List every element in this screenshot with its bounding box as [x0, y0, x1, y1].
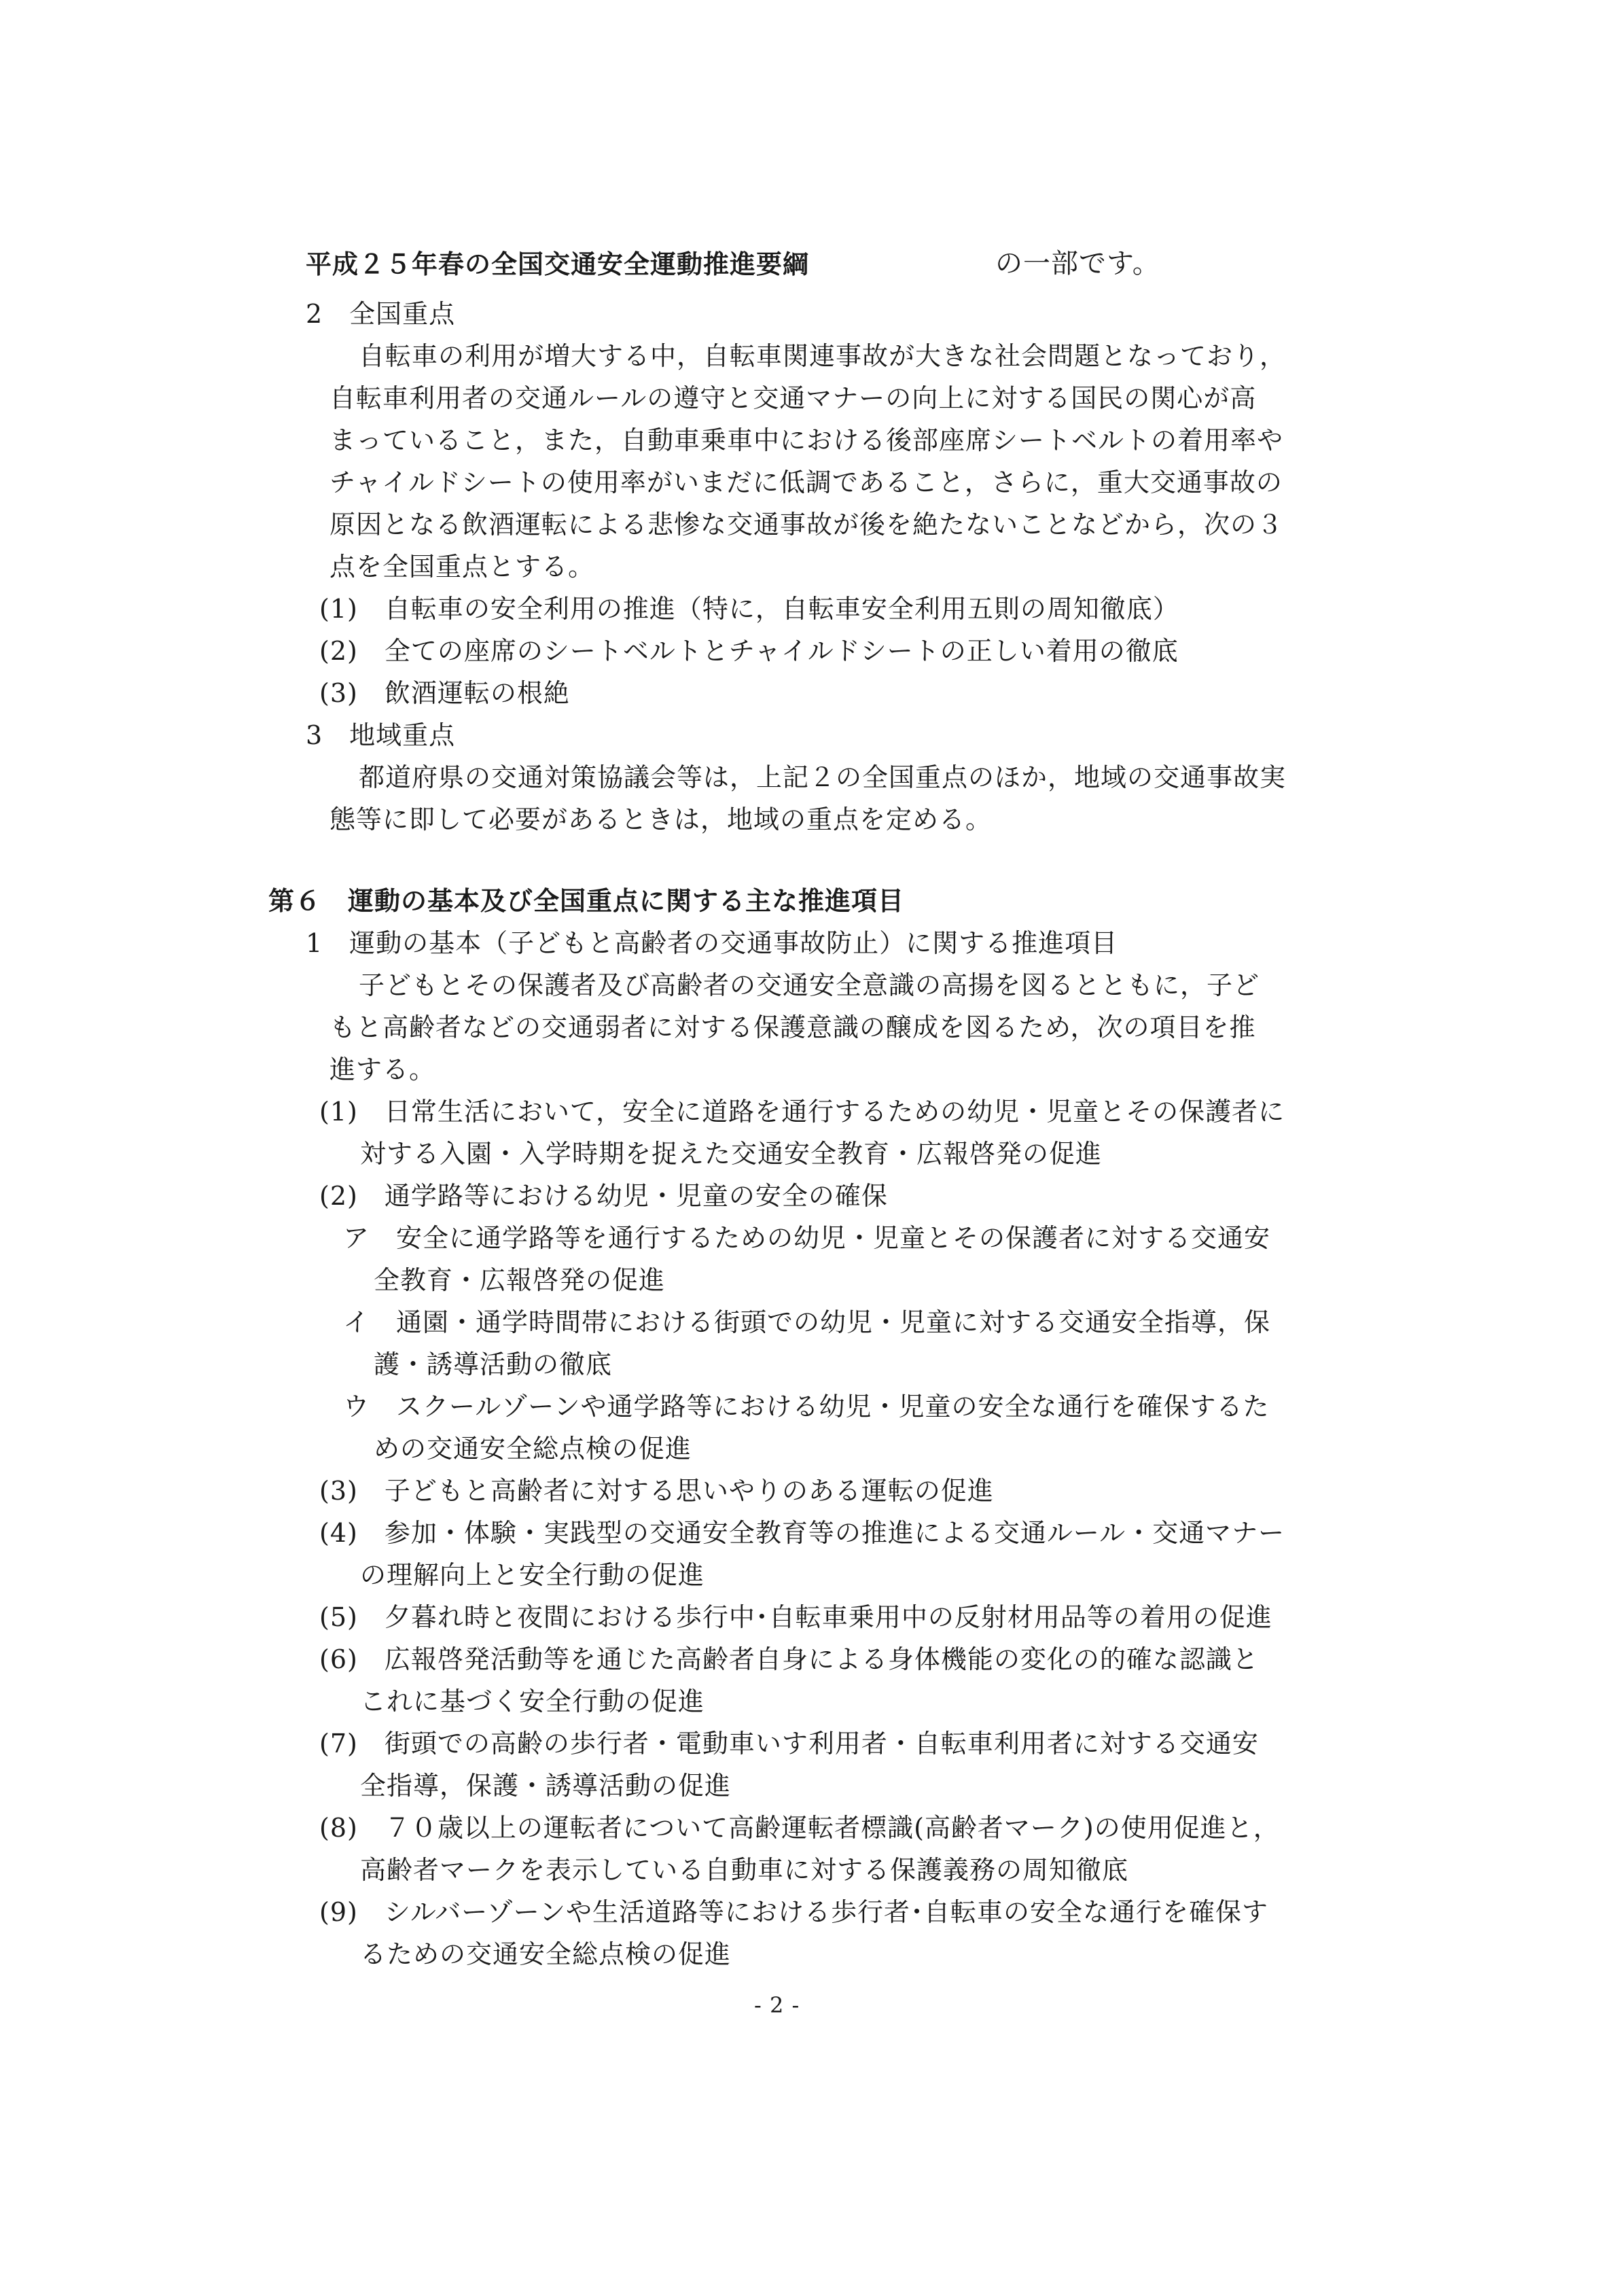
- chapter6-item: (6) 広報啓発活動等を通じた高齢者自身による身体機能の変化の的確な認識と: [319, 1644, 1259, 1674]
- chapter6-sub1-paragraph-line: 進する。: [329, 1055, 436, 1084]
- chapter6-item-cont: の理解向上と安全行動の促進: [360, 1560, 705, 1590]
- chapter6-subitem: ア 安全に通学路等を通行するための幼児・児童とその保護者に対する交通安: [343, 1223, 1271, 1253]
- section2-paragraph-line: 点を全国重点とする。: [329, 552, 595, 582]
- section3-heading: 3 地域重点: [306, 720, 456, 750]
- section2-paragraph-line: 自転車の利用が増大する中，自転車関連事故が大きな社会問題となっており，: [359, 341, 1287, 371]
- section3-paragraph-line: 都道府県の交通対策協議会等は，上記２の全国重点のほか，地域の交通事故実: [359, 762, 1287, 792]
- section3-paragraph-line: 態等に即して必要があるときは，地域の重点を定める。: [329, 805, 993, 834]
- chapter6-item-cont: 全指導，保護・誘導活動の促進: [360, 1771, 732, 1801]
- chapter6-subitem-cont: 全教育・広報啓発の促進: [374, 1265, 666, 1295]
- chapter6-item: (7) 街頭での高齢の歩行者・電動車いす利用者・自転車利用者に対する交通安: [319, 1729, 1259, 1759]
- chapter6-item-cont: 対する入園・入学時期を捉えた交通安全教育・広報啓発の促進: [360, 1139, 1103, 1169]
- chapter6-heading: 第６ 運動の基本及び全国重点に関する主な推進項目: [268, 886, 905, 916]
- chapter6-subitem-cont: 護・誘導活動の徹底: [374, 1349, 613, 1379]
- header-title: 平成２５年春の全国交通安全運動推進要綱: [306, 249, 810, 279]
- chapter6-item: (5) 夕暮れ時と夜間における歩行中･自転車乗用中の反射材用品等の着用の促進: [319, 1602, 1272, 1632]
- chapter6-item: (9) シルバーゾーンや生活道路等における歩行者･自転車の安全な通行を確保す: [319, 1897, 1268, 1927]
- chapter6-item: (3) 子どもと高齢者に対する思いやりのある運転の促進: [319, 1476, 994, 1506]
- section2-paragraph-line: チャイルドシートの使用率がいまだに低調であること，さらに，重大交通事故の: [329, 467, 1283, 497]
- section2-item: (1) 自転車の安全利用の推進（特に，自転車安全利用五則の周知徹底）: [319, 594, 1179, 624]
- chapter6-sub1-paragraph-line: もと高齢者などの交通弱者に対する保護意識の醸成を図るため，次の項目を推: [329, 1012, 1256, 1042]
- section2-item: (2) 全ての座席のシートベルトとチャイルドシートの正しい着用の徹底: [319, 636, 1179, 666]
- chapter6-subitem: ウ スクールゾーンや通学路等における幼児・児童の安全な通行を確保するた: [343, 1392, 1270, 1421]
- page-number: - 2 -: [754, 1992, 800, 2018]
- chapter6-item: (2) 通学路等における幼児・児童の安全の確保: [319, 1181, 888, 1211]
- section2-paragraph-line: 原因となる飲酒運転による悲惨な交通事故が後を絶たないことなどから，次の３: [329, 510, 1284, 540]
- section2-paragraph-line: まっていること，また，自動車乗車中における後部座席シートベルトの着用率や: [329, 425, 1284, 455]
- section2-paragraph-line: 自転車利用者の交通ルールの遵守と交通マナーの向上に対する国民の関心が高: [329, 383, 1257, 413]
- chapter6-item: (1) 日常生活において，安全に道路を通行するための幼児・児童とその保護者に: [319, 1097, 1285, 1127]
- chapter6-item-cont: これに基づく安全行動の促進: [360, 1686, 705, 1716]
- chapter6-sub1-paragraph-line: 子どもとその保護者及び高齢者の交通安全意識の高揚を図るとともに，子ど: [359, 970, 1260, 1000]
- header-suffix: の一部です。: [995, 248, 1160, 279]
- chapter6-sub1-heading: 1 運動の基本（子どもと高齢者の交通事故防止）に関する推進項目: [306, 928, 1118, 958]
- chapter6-item: (8) ７０歳以上の運転者について高齢運転者標識(高齢者マーク)の使用促進と，: [319, 1813, 1280, 1843]
- chapter6-subitem: イ 通園・通学時間帯における街頭での幼児・児童に対する交通安全指導，保: [343, 1307, 1271, 1337]
- chapter6-subitem-cont: めの交通安全総点検の促進: [374, 1434, 692, 1464]
- section2-heading: 2 全国重点: [306, 299, 456, 329]
- chapter6-item-cont: るための交通安全総点検の促進: [360, 1939, 732, 1969]
- chapter6-item: (4) 参加・体験・実践型の交通安全教育等の推進による交通ルール・交通マナー: [319, 1518, 1285, 1548]
- chapter6-item-cont: 高齢者マークを表示している自動車に対する保護義務の周知徹底: [360, 1855, 1129, 1885]
- section2-item: (3) 飲酒運転の根絶: [319, 678, 570, 708]
